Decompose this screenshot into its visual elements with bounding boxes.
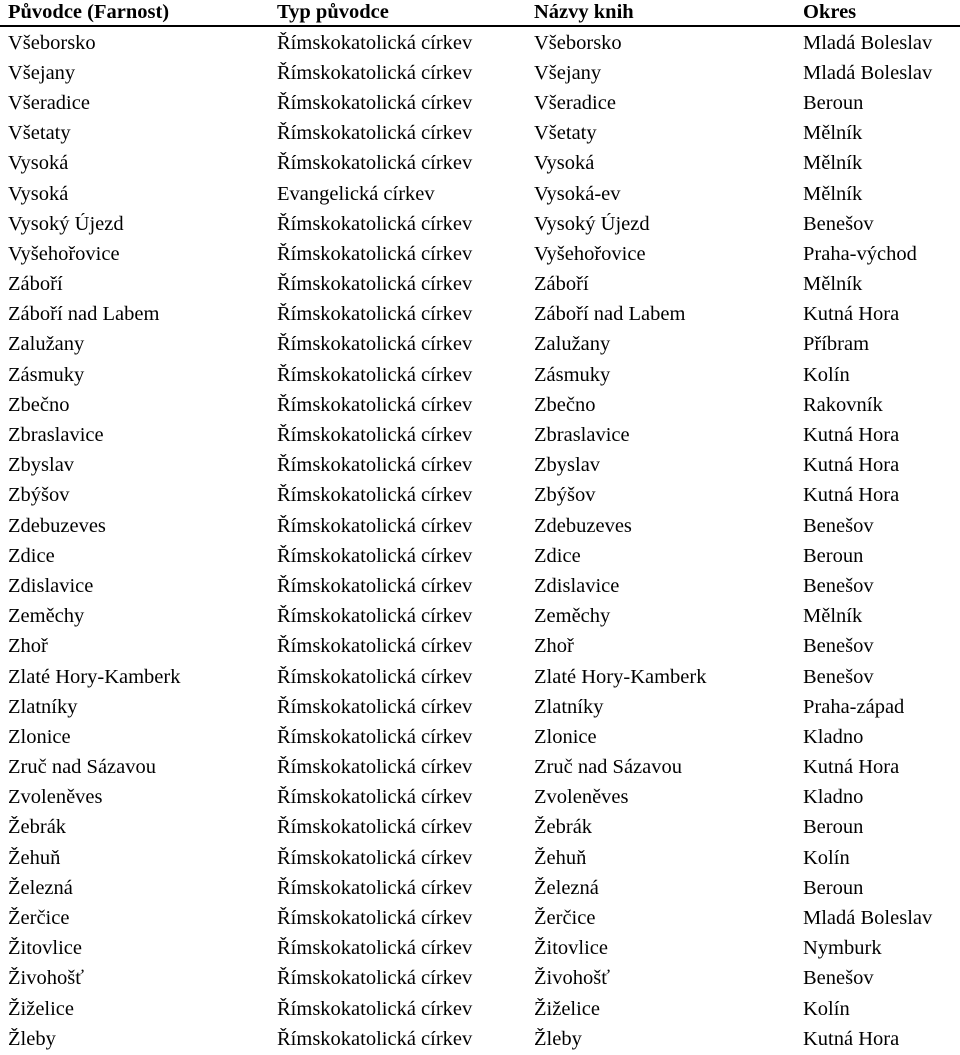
- cell-originator-type: Římskokatolická církev: [277, 544, 473, 567]
- cell-originator: Všejany: [8, 61, 76, 84]
- cell-originator: Živohošť: [8, 967, 84, 990]
- cell-originator-type: Římskokatolická církev: [277, 303, 473, 326]
- cell-district: Mělník: [803, 273, 863, 296]
- cell-district: Beroun: [803, 544, 864, 567]
- cell-district: Mělník: [803, 122, 863, 145]
- table-row: [0, 360, 960, 390]
- cell-originator-type: Římskokatolická církev: [277, 393, 473, 416]
- cell-district: Kolín: [803, 846, 850, 869]
- table-row: [0, 602, 960, 632]
- cell-originator-type: Římskokatolická církev: [277, 484, 473, 507]
- cell-district: Beroun: [803, 876, 864, 899]
- cell-book-name: Železná: [534, 876, 599, 899]
- table-header: [0, 0, 960, 27]
- cell-book-name: Zeměchy: [534, 605, 611, 628]
- table-row: [0, 511, 960, 541]
- table-row: [0, 662, 960, 692]
- table-row: [0, 964, 960, 994]
- cell-originator: Žiželice: [8, 997, 75, 1020]
- cell-district: Kutná Hora: [803, 484, 900, 507]
- table-row: [0, 179, 960, 209]
- cell-originator-type: Evangelická církev: [277, 182, 435, 205]
- table-row: [0, 541, 960, 571]
- table-row: [0, 813, 960, 843]
- cell-district: Příbram: [803, 333, 870, 356]
- cell-district: Kutná Hora: [803, 756, 900, 779]
- cell-district: Rakovník: [803, 393, 883, 416]
- table-row: [0, 481, 960, 511]
- cell-originator-type: Římskokatolická církev: [277, 61, 473, 84]
- cell-originator-type: Římskokatolická církev: [277, 122, 473, 145]
- cell-originator: Zbýšov: [8, 484, 70, 507]
- cell-originator-type: Římskokatolická církev: [277, 424, 473, 447]
- table-row: [0, 873, 960, 903]
- cell-book-name: Žiželice: [534, 997, 601, 1020]
- cell-originator: Vysoká: [8, 152, 69, 175]
- cell-district: Praha-západ: [803, 695, 905, 718]
- cell-originator-type: Římskokatolická církev: [277, 997, 473, 1020]
- cell-book-name: Zdebuzeves: [534, 514, 632, 537]
- cell-book-name: Žehuň: [534, 846, 587, 869]
- cell-district: Mladá Boleslav: [803, 61, 933, 84]
- cell-originator: Zbraslavice: [8, 424, 104, 447]
- cell-originator: Záboří: [8, 273, 63, 296]
- cell-book-name: Zbýšov: [534, 484, 596, 507]
- cell-district: Kolín: [803, 997, 850, 1020]
- cell-originator: Žitovlice: [8, 937, 83, 960]
- cell-originator: Žleby: [8, 1027, 56, 1050]
- cell-originator-type: Římskokatolická církev: [277, 273, 473, 296]
- cell-originator: Všeradice: [8, 91, 90, 114]
- cell-originator: Zvoleněves: [8, 786, 103, 809]
- cell-book-name: Zásmuky: [534, 363, 611, 386]
- cell-originator: Žebrák: [8, 816, 67, 839]
- column-header-originator-type: Typ původce: [277, 1, 389, 23]
- table-row: [0, 390, 960, 420]
- cell-book-name: Žleby: [534, 1027, 582, 1050]
- cell-district: Kladno: [803, 725, 864, 748]
- cell-originator-type: Římskokatolická církev: [277, 665, 473, 688]
- table-row: [0, 330, 960, 360]
- cell-originator: Zhoř: [8, 635, 48, 658]
- cell-originator-type: Římskokatolická církev: [277, 1027, 473, 1050]
- cell-originator: Žerčice: [8, 907, 70, 930]
- cell-book-name: Zlatníky: [534, 695, 604, 718]
- cell-originator: Zdislavice: [8, 574, 94, 597]
- cell-district: Nymburk: [803, 937, 882, 960]
- column-header-book-names: Názvy knih: [534, 1, 634, 23]
- cell-originator-type: Římskokatolická církev: [277, 363, 473, 386]
- cell-originator: Zásmuky: [8, 363, 85, 386]
- cell-originator: Zdice: [8, 544, 55, 567]
- cell-originator-type: Římskokatolická církev: [277, 333, 473, 356]
- cell-originator: Železná: [8, 876, 73, 899]
- cell-district: Mělník: [803, 605, 863, 628]
- cell-originator: Všetaty: [8, 122, 71, 145]
- column-header-originator: Původce (Farnost): [8, 1, 170, 23]
- table-row: [0, 753, 960, 783]
- cell-originator-type: Římskokatolická církev: [277, 786, 473, 809]
- cell-originator: Vysoká: [8, 182, 69, 205]
- cell-district: Benešov: [803, 967, 874, 990]
- cell-originator: Zlaté Hory-Kamberk: [8, 665, 181, 688]
- cell-book-name: Zbraslavice: [534, 424, 630, 447]
- cell-district: Kladno: [803, 786, 864, 809]
- cell-originator-type: Římskokatolická církev: [277, 514, 473, 537]
- cell-book-name: Zdice: [534, 544, 581, 567]
- cell-book-name: Zbečno: [534, 393, 596, 416]
- cell-originator: Vysoký Újezd: [8, 212, 124, 235]
- table-row: [0, 28, 960, 58]
- table-row: [0, 58, 960, 88]
- cell-originator-type: Římskokatolická církev: [277, 907, 473, 930]
- table-row: [0, 1024, 960, 1054]
- cell-originator: Vyšehořovice: [8, 242, 120, 265]
- cell-originator-type: Římskokatolická církev: [277, 725, 473, 748]
- table-row: [0, 722, 960, 752]
- cell-book-name: Vyšehořovice: [534, 242, 646, 265]
- cell-book-name: Živohošť: [534, 967, 610, 990]
- cell-book-name: Žebrák: [534, 816, 593, 839]
- cell-district: Kutná Hora: [803, 424, 900, 447]
- table-row: [0, 994, 960, 1024]
- cell-district: Mělník: [803, 182, 863, 205]
- cell-originator-type: Římskokatolická církev: [277, 937, 473, 960]
- cell-book-name: Zbyslav: [534, 454, 601, 477]
- table-row: [0, 843, 960, 873]
- cell-district: Mělník: [803, 152, 863, 175]
- cell-book-name: Zvoleněves: [534, 786, 629, 809]
- cell-originator-type: Římskokatolická církev: [277, 605, 473, 628]
- cell-book-name: Žerčice: [534, 907, 596, 930]
- cell-book-name: Zruč nad Sázavou: [534, 756, 682, 779]
- cell-book-name: Zdislavice: [534, 574, 620, 597]
- cell-book-name: Vysoká-ev: [534, 182, 621, 205]
- cell-originator-type: Římskokatolická církev: [277, 212, 473, 235]
- cell-district: Kutná Hora: [803, 1027, 900, 1050]
- cell-district: Benešov: [803, 514, 874, 537]
- table-row: [0, 692, 960, 722]
- table-row: [0, 903, 960, 933]
- table-row: [0, 571, 960, 601]
- cell-originator-type: Římskokatolická církev: [277, 876, 473, 899]
- table-row: [0, 270, 960, 300]
- cell-book-name: Zalužany: [534, 333, 611, 356]
- cell-district: Beroun: [803, 91, 864, 114]
- cell-district: Kutná Hora: [803, 454, 900, 477]
- table-row: [0, 451, 960, 481]
- cell-district: Beroun: [803, 816, 864, 839]
- cell-originator: Zlonice: [8, 725, 71, 748]
- cell-district: Benešov: [803, 212, 874, 235]
- cell-district: Benešov: [803, 635, 874, 658]
- table-row: [0, 420, 960, 450]
- cell-book-name: Všejany: [534, 61, 602, 84]
- column-header-district: Okres: [803, 1, 857, 23]
- cell-originator: Zalužany: [8, 333, 85, 356]
- cell-originator: Všeborsko: [8, 31, 96, 54]
- cell-originator-type: Římskokatolická církev: [277, 31, 473, 54]
- table-row: [0, 209, 960, 239]
- cell-originator: Žehuň: [8, 846, 61, 869]
- cell-book-name: Záboří nad Labem: [534, 303, 686, 326]
- cell-originator-type: Římskokatolická církev: [277, 574, 473, 597]
- cell-originator: Zbyslav: [8, 454, 75, 477]
- cell-originator: Zeměchy: [8, 605, 85, 628]
- cell-book-name: Vysoká: [534, 152, 595, 175]
- cell-book-name: Záboří: [534, 273, 589, 296]
- cell-originator: Zbečno: [8, 393, 70, 416]
- cell-originator-type: Římskokatolická církev: [277, 816, 473, 839]
- cell-originator: Zdebuzeves: [8, 514, 106, 537]
- cell-originator-type: Římskokatolická církev: [277, 91, 473, 114]
- cell-originator-type: Římskokatolická církev: [277, 695, 473, 718]
- cell-book-name: Zlonice: [534, 725, 597, 748]
- cell-originator: Záboří nad Labem: [8, 303, 160, 326]
- cell-originator-type: Římskokatolická církev: [277, 967, 473, 990]
- table-row: [0, 149, 960, 179]
- cell-book-name: Zlaté Hory-Kamberk: [534, 665, 707, 688]
- table-body: [0, 27, 960, 1054]
- cell-originator: Zruč nad Sázavou: [8, 756, 156, 779]
- cell-originator: Zlatníky: [8, 695, 78, 718]
- cell-originator-type: Římskokatolická církev: [277, 152, 473, 175]
- table-row: [0, 88, 960, 118]
- table-row: [0, 934, 960, 964]
- cell-book-name: Všeborsko: [534, 31, 622, 54]
- cell-district: Mladá Boleslav: [803, 31, 933, 54]
- cell-book-name: Všetaty: [534, 122, 597, 145]
- table-row: [0, 632, 960, 662]
- cell-district: Benešov: [803, 665, 874, 688]
- table-row: [0, 783, 960, 813]
- cell-book-name: Všeradice: [534, 91, 616, 114]
- cell-book-name: Žitovlice: [534, 937, 609, 960]
- cell-district: Kolín: [803, 363, 850, 386]
- table-row: [0, 300, 960, 330]
- cell-district: Mladá Boleslav: [803, 907, 933, 930]
- cell-district: Benešov: [803, 574, 874, 597]
- cell-originator-type: Římskokatolická církev: [277, 756, 473, 779]
- table-row: [0, 239, 960, 269]
- cell-originator-type: Římskokatolická církev: [277, 635, 473, 658]
- table-row: [0, 119, 960, 149]
- cell-originator-type: Římskokatolická církev: [277, 846, 473, 869]
- cell-book-name: Vysoký Újezd: [534, 212, 650, 235]
- cell-originator-type: Římskokatolická církev: [277, 454, 473, 477]
- cell-district: Praha-východ: [803, 242, 917, 265]
- cell-district: Kutná Hora: [803, 303, 900, 326]
- cell-book-name: Zhoř: [534, 635, 574, 658]
- cell-originator-type: Římskokatolická církev: [277, 242, 473, 265]
